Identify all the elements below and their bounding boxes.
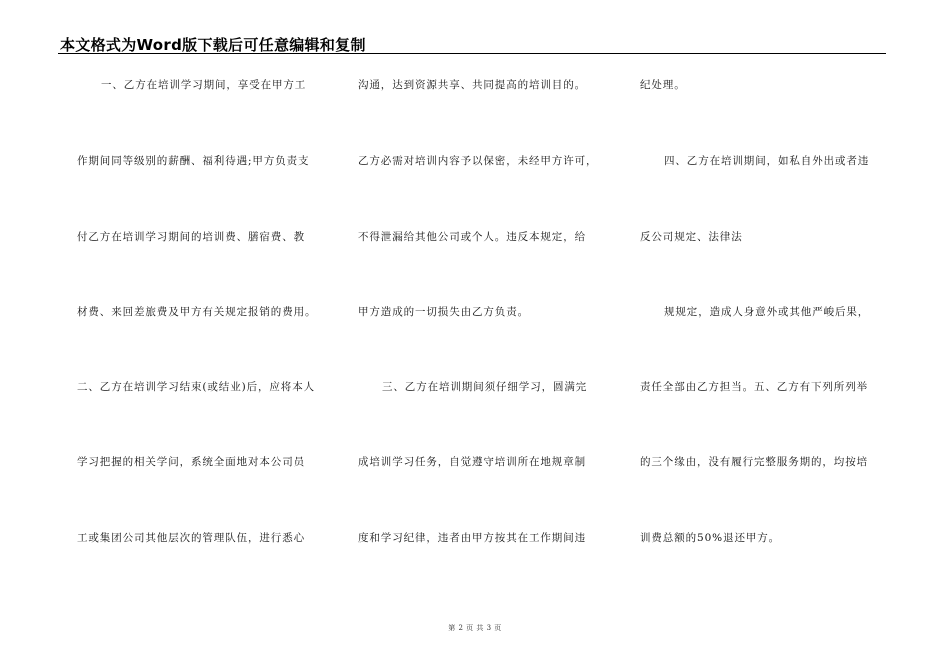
text-line: 甲方造成的一切损失由乙方负责。 xyxy=(358,306,529,318)
text-line: 的三个缘由，没有履行完整服务期的，均按培 xyxy=(640,456,868,468)
text-line: 三、乙方在培训期间须仔细学习，圆满完 xyxy=(382,381,588,393)
text-line: 材费、来回差旅费及甲方有关规定报销的费用。 xyxy=(77,306,317,318)
header-divider xyxy=(58,53,886,54)
text-line: 纪处理。 xyxy=(640,79,686,91)
text-line: 四、乙方在培训期间，如私自外出或者违 xyxy=(664,155,870,167)
page-number: 第 2 页 共 3 页 xyxy=(448,624,502,632)
text-line: 付乙方在培训学习期间的培训费、膳宿费、教 xyxy=(77,231,305,243)
text-line: 责任全部由乙方担当。五、乙方有下列所列举 xyxy=(640,381,868,393)
text-line: 规规定，造成人身意外或其他严峻后果， xyxy=(664,306,870,318)
text-line: 反公司规定、法律法 xyxy=(640,231,743,243)
text-line: 一、乙方在培训学习期间，享受在甲方工 xyxy=(101,79,307,91)
text-line: 度和学习纪律，违者由甲方按其在工作期间违 xyxy=(358,532,586,544)
text-line: 学习把握的相关学问，系统全面地对本公司员 xyxy=(77,456,305,468)
text-line: 沟通，达到资源共享、共同提高的培训目的。 xyxy=(358,79,586,91)
text-line: 乙方必需对培训内容予以保密，未经甲方许可， xyxy=(358,155,598,167)
text-line: 不得泄漏给其他公司或个人。违反本规定，给 xyxy=(358,231,586,243)
text-line: 训费总额的50%退还甲方。 xyxy=(640,532,781,544)
text-line: 工或集团公司其他层次的管理队伍，进行悉心 xyxy=(77,532,305,544)
text-line: 成培训学习任务，自觉遵守培训所在地规章制 xyxy=(358,456,586,468)
document-header-title: 本文格式为Word版下载后可任意编辑和复制 xyxy=(60,36,366,54)
text-line: 作期间同等级别的薪酬、福利待遇;甲方负责支 xyxy=(77,155,310,167)
text-line: 二、乙方在培训学习结束(或结业)后，应将本人 xyxy=(77,381,315,393)
